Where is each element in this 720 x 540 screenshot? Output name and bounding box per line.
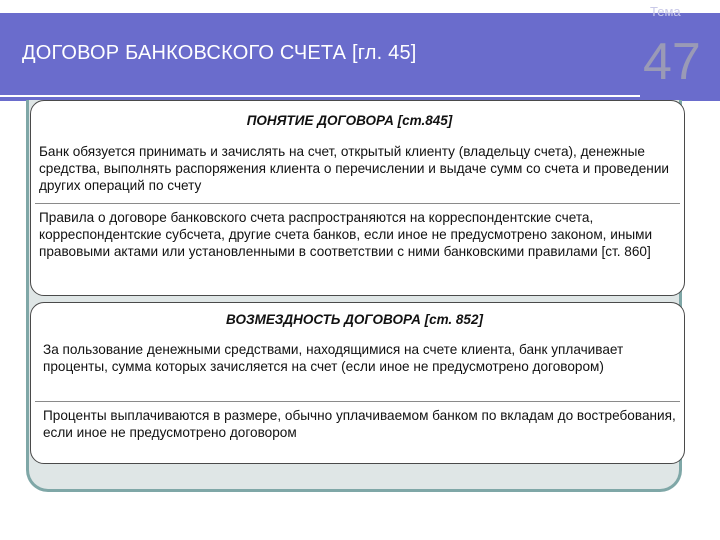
topic-label: Тема bbox=[650, 4, 681, 19]
card-contract-concept bbox=[30, 100, 685, 296]
section-heading: ВОЗМЕЗДНОСТЬ ДОГОВОРА [ст. 852] bbox=[226, 312, 483, 327]
topic-number: 47 bbox=[643, 33, 701, 91]
paragraph: Банк обязуется принимать и зачислять на счет, открытый клиенту (владельцу счета), денежные средства, выполнять распоряжения клиента о перечислении и выдаче сумм со счета и проведении других операций по счету bbox=[39, 144, 670, 193]
page-title: ДОГОВОР БАНКОВСКОГО СЧЕТА [гл. 45] bbox=[22, 42, 417, 64]
card-contract-compensation bbox=[30, 302, 685, 464]
divider bbox=[35, 401, 680, 402]
paragraph: Проценты выплачиваются в размере, обычно уплачиваемом банком по вкладам до востребования, если иное не предусмотрено договором bbox=[43, 408, 676, 440]
section-heading: ПОНЯТИЕ ДОГОВОРА [ст.845] bbox=[246, 113, 453, 128]
header-underline bbox=[0, 95, 640, 97]
paragraph: Правила о договоре банковского счета распространяются на корреспондентские счета, корреспондентские субсчета, другие счета банков, если иное не предусмотрено законом, иными правовыми актами или установленными в соответствии с ними банковскими правилами [ст. 860] bbox=[39, 210, 653, 259]
divider bbox=[35, 203, 680, 204]
paragraph: За пользование денежными средствами, находящимися на счете клиента, банк уплачивает проценты, сумма которых зачисляется на счет (если иное не предусмотрено договором) bbox=[43, 342, 624, 374]
